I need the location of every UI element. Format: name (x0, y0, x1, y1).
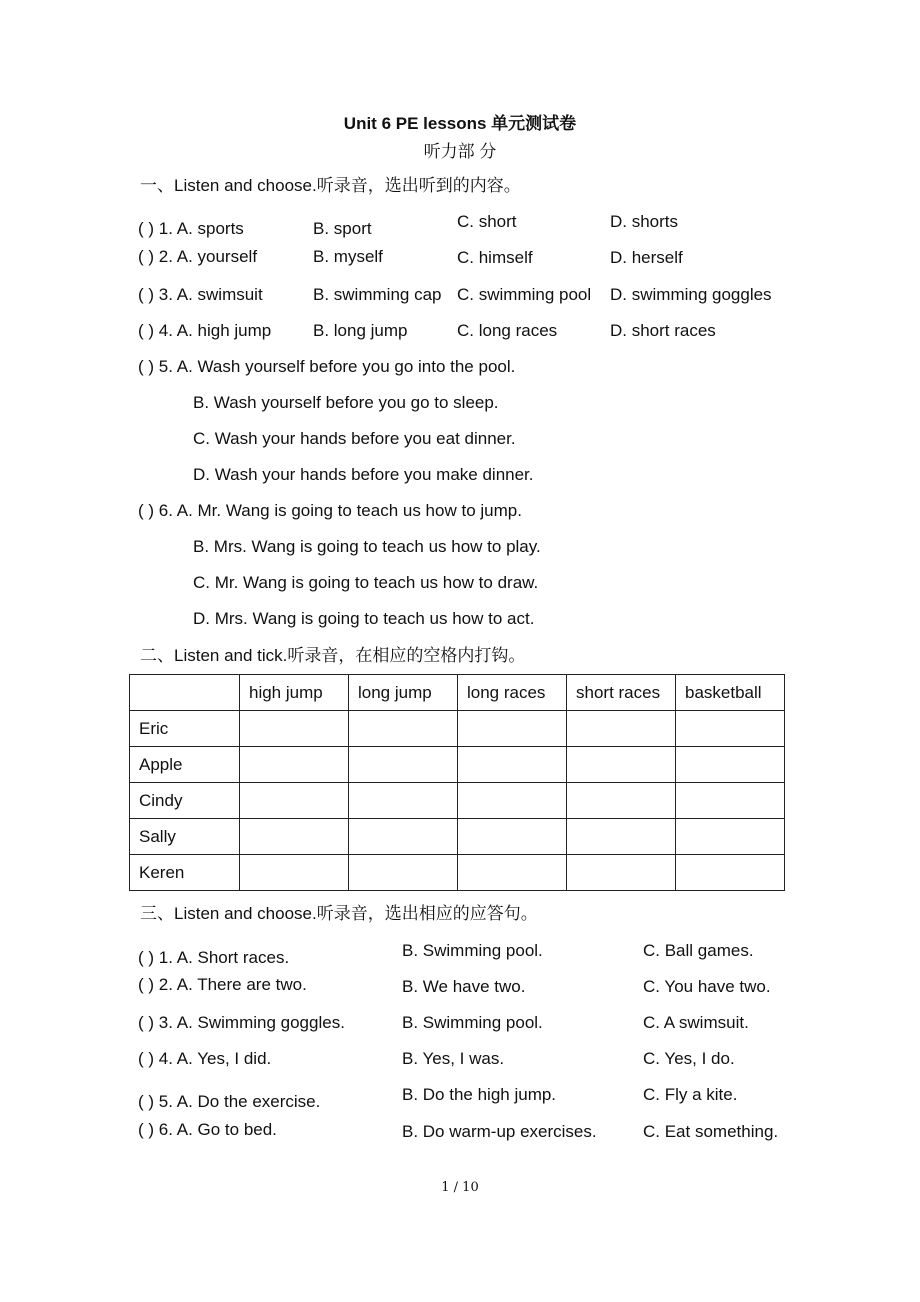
question-stem: ( ) 6. A. Mr. Wang is going to teach us how to jump. (138, 501, 522, 520)
row-name: Cindy (130, 783, 240, 819)
column-header: high jump (240, 675, 349, 711)
column-header (130, 675, 240, 711)
column-header: long jump (349, 675, 458, 711)
question-stem: ( ) 5. A. Wash yourself before you go into the pool. (138, 357, 516, 376)
answer-option: C. himself (457, 248, 533, 267)
answer-option: D. swimming goggles (610, 285, 772, 304)
answer-option: B. Do the high jump. (402, 1085, 557, 1104)
table-row (130, 747, 785, 783)
row-name: Eric (130, 711, 240, 747)
question-stem: ( ) 3. A. swimsuit (138, 285, 263, 304)
answer-option: D. Mrs. Wang is going to teach us how to act. (193, 609, 535, 628)
column-header: long races (458, 675, 567, 711)
tick-cell[interactable] (567, 747, 676, 783)
answer-option: D. herself (610, 248, 683, 267)
tick-cell[interactable] (458, 855, 567, 891)
column-header: basketball (676, 675, 785, 711)
answer-option: B. We have two. (402, 977, 526, 996)
column-header: short races (567, 675, 676, 711)
answer-option: C. long races (457, 321, 558, 340)
answer-option: C. Mr. Wang is going to teach us how to draw. (193, 573, 539, 592)
question-stem: ( ) 1. A. sports (138, 219, 244, 238)
tick-cell[interactable] (567, 855, 676, 891)
answer-option: C. You have two. (643, 977, 771, 996)
table-row (130, 711, 785, 747)
answer-option: C. swimming pool (457, 285, 592, 304)
question-stem: ( ) 2. A. yourself (138, 247, 258, 266)
section2-heading: 二、Listen and tick.听录音，在相应的空格内打钩。 (140, 646, 526, 665)
answer-option: B. Swimming pool. (402, 1013, 543, 1032)
tick-cell[interactable] (458, 819, 567, 855)
question-stem: ( ) 3. A. Swimming goggles. (138, 1013, 345, 1032)
tick-cell[interactable] (240, 747, 349, 783)
answer-option: D. short races (610, 321, 716, 340)
question-stem: ( ) 1. A. Short races. (138, 948, 290, 967)
table-row (130, 855, 785, 891)
answer-option: B. Yes, I was. (402, 1049, 505, 1068)
page-number: 1 / 10 (441, 1180, 479, 1195)
tick-cell[interactable] (458, 783, 567, 819)
tick-cell[interactable] (349, 855, 458, 891)
tick-cell[interactable] (567, 819, 676, 855)
table-header-row (130, 675, 785, 711)
answer-option: D. shorts (610, 212, 679, 231)
answer-option: D. Wash your hands before you make dinner. (193, 465, 534, 484)
tick-cell[interactable] (240, 819, 349, 855)
tick-table (129, 674, 785, 891)
answer-option: C. A swimsuit. (643, 1013, 749, 1032)
answer-option: B. Mrs. Wang is going to teach us how to play. (193, 537, 541, 556)
answer-option: B. sport (313, 219, 372, 238)
question-stem: ( ) 4. A. Yes, I did. (138, 1049, 272, 1068)
question-stem: ( ) 2. A. There are two. (138, 975, 307, 994)
section3-heading: 三、Listen and choose.听录音，选出相应的应答句。 (140, 904, 538, 923)
answer-option: B. Swimming pool. (402, 941, 543, 960)
question-stem: ( ) 6. A. Go to bed. (138, 1120, 277, 1139)
answer-option: B. long jump (313, 321, 408, 340)
tick-cell[interactable] (567, 783, 676, 819)
answer-option: C. Eat something. (643, 1122, 779, 1141)
tick-cell[interactable] (676, 819, 785, 855)
answer-option: C. Ball games. (643, 941, 754, 960)
answer-option: C. Yes, I do. (643, 1049, 735, 1068)
tick-cell[interactable] (567, 711, 676, 747)
tick-cell[interactable] (240, 711, 349, 747)
tick-cell[interactable] (676, 711, 785, 747)
tick-cell[interactable] (349, 819, 458, 855)
answer-option: C. Wash your hands before you eat dinner. (193, 429, 516, 448)
tick-cell[interactable] (676, 855, 785, 891)
row-name: Sally (130, 819, 240, 855)
tick-cell[interactable] (349, 711, 458, 747)
answer-option: B. Wash yourself before you go to sleep. (193, 393, 499, 412)
tick-cell[interactable] (240, 783, 349, 819)
question-stem: ( ) 5. A. Do the exercise. (138, 1092, 321, 1111)
page-subtitle: 听力部 分 (423, 142, 497, 161)
tick-cell[interactable] (458, 747, 567, 783)
tick-cell[interactable] (676, 747, 785, 783)
section1-heading: 一、Listen and choose.听录音，选出听到的内容。 (140, 176, 521, 195)
tick-cell[interactable] (349, 783, 458, 819)
table-row (130, 783, 785, 819)
answer-option: C. short (457, 212, 517, 231)
answer-option: B. swimming cap (313, 285, 442, 304)
tick-cell[interactable] (349, 747, 458, 783)
page-title: Unit 6 PE lessons 单元测试卷 (343, 114, 577, 133)
answer-option: B. myself (313, 247, 383, 266)
table-row (130, 819, 785, 855)
tick-cell[interactable] (676, 783, 785, 819)
row-name: Keren (130, 855, 240, 891)
answer-option: B. Do warm-up exercises. (402, 1122, 597, 1141)
row-name: Apple (130, 747, 240, 783)
tick-cell[interactable] (458, 711, 567, 747)
question-stem: ( ) 4. A. high jump (138, 321, 272, 340)
answer-option: C. Fly a kite. (643, 1085, 738, 1104)
tick-cell[interactable] (240, 855, 349, 891)
